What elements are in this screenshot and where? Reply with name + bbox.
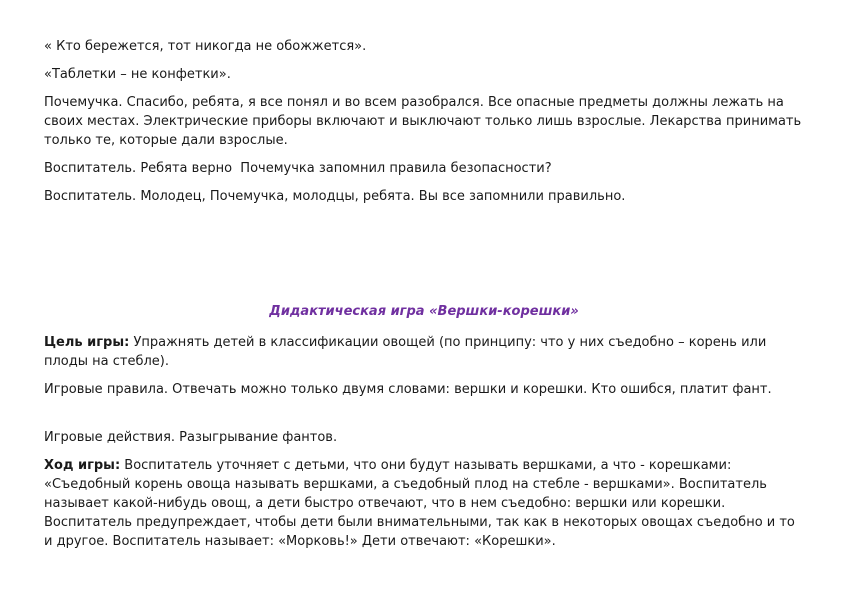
- course-paragraph: [44, 456, 804, 551]
- goal-paragraph: [44, 333, 804, 371]
- actions-paragraph: Игровые действия. Разыгрывание фантов.: [44, 430, 338, 445]
- rules-paragraph: Игровые правила. Отвечать можно только двумя словами: вершки и корешки. Кто ошибся, платит фант.: [44, 382, 772, 397]
- teacher-question-paragraph: Воспитатель. Ребята верно Почемучка запомнил правила безопасности?: [44, 161, 552, 176]
- teacher-praise-paragraph: Воспитатель. Молодец, Почемучка, молодцы, ребята. Вы все запомнили правильно.: [44, 189, 626, 204]
- course-label: Ход игры:: [44, 458, 121, 473]
- proverb-paragraph-1: « Кто бережется, тот никогда не обожжется».: [44, 39, 367, 54]
- pochemuchka-paragraph: Почемучка. Спасибо, ребята, я все понял и во всем разобрался. Все опасные предметы должны лежать на своих местах. Электрические приборы включают и выключают только лишь взрослые. Лекарства принимать только те, которые дали взрослые.: [44, 95, 806, 148]
- course-text: Воспитатель уточняет с детьми, что они будут называть вершками, а что - корешками: «Съедобный корень овоща называть вершками, а съедобный плод на стебле - вершками». Воспитатель называет какой-нибудь овощ, а дети быстро отвечают, что в нем съедобно: вершки или корешки. Воспитатель предупреждает, чтобы дети были внимательными, так как в некоторых овощах съедобно и то и другое. Воспитатель называет: «Морковь!» Дети отвечают: «Корешки».: [44, 458, 800, 549]
- goal-label: Цель игры:: [44, 335, 130, 350]
- document-page: [44, 0, 804, 595]
- proverb-paragraph-2: «Таблетки – не конфетки».: [44, 67, 231, 82]
- goal-text: Упражнять детей в классификации овощей (по принципу: что у них съедобно – корень или плоды на стебле).: [44, 335, 771, 369]
- game-title: Дидактическая игра «Вершки-корешки»: [269, 304, 579, 319]
